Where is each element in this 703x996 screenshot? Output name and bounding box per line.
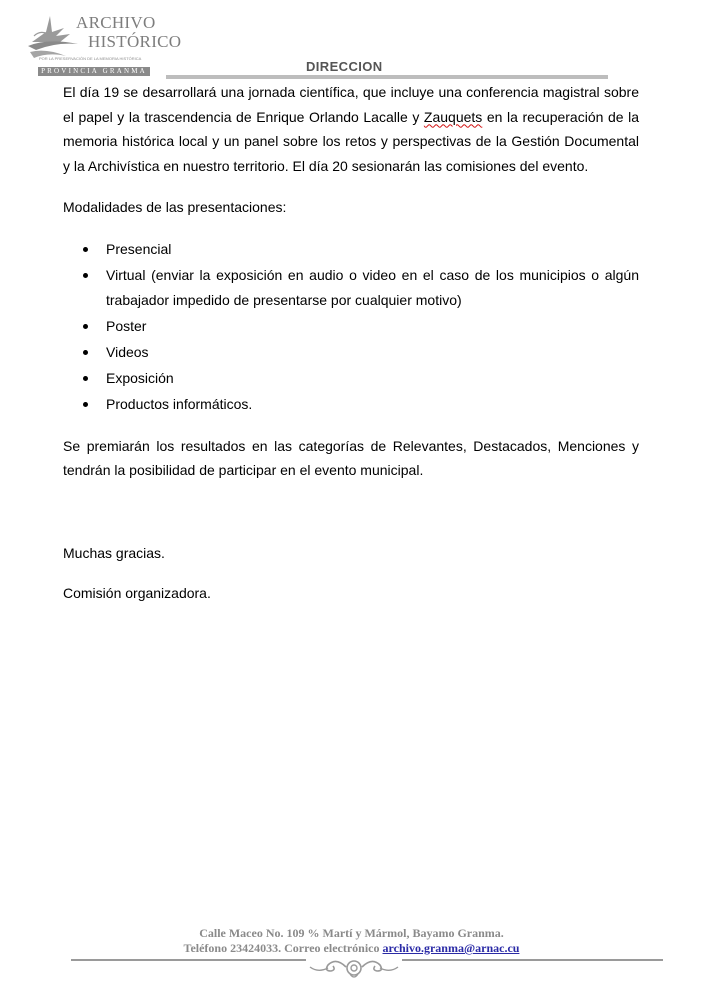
logo-province-band: PROVINCIA GRANMA: [38, 67, 150, 76]
thanks-line: Muchas gracias.: [63, 544, 165, 561]
list-item-text: Exposición: [106, 369, 174, 386]
scroll-ornament-icon: [306, 955, 402, 981]
bullet-icon: [83, 350, 88, 355]
list-item: [63, 314, 639, 339]
signature-line: Comisión organizadora.: [63, 585, 211, 602]
logo-title-line1: ARCHIVO: [76, 13, 156, 32]
intro-paragraph: [63, 80, 639, 178]
bullet-icon: [83, 247, 88, 252]
list-item: [63, 237, 639, 262]
intro-text-before: El día 19 se desarrollará una jornada científica, que incluye una conferencia magistral sobre el papel y la trascendencia de Enrique Orlando Lacalle y: [63, 84, 639, 125]
modalities-list: [63, 237, 639, 417]
email-link[interactable]: archivo.granma@arnac.cu: [382, 941, 520, 955]
document-body: [63, 80, 639, 606]
spellcheck-flagged-word: Zauquets: [423, 108, 483, 125]
footer-contact-text: Teléfono 23424033. Correo electrónico: [183, 941, 383, 955]
modalities-heading: Modalidades de las presentaciones:: [63, 199, 287, 216]
bullet-icon: [83, 402, 88, 407]
logo-title-line2: HISTÓRICO: [88, 32, 182, 51]
intro-text-after: en la recuperación de la memoria histórica local y un panel sobre los retos y perspectivas de la Gestión Documental y la Archivística en nuestro territorio. El día 20 sesionarán las comisiones del evento.: [63, 108, 640, 174]
header-rule: [166, 75, 608, 79]
department-title: DIRECCION: [306, 59, 383, 74]
prizes-paragraph: Se premiarán los resultados en las categorías de Relevantes, Destacados, Menciones y tendrán la posibilidad de participar en el evento municipal.: [63, 437, 639, 479]
list-item: [63, 392, 639, 417]
list-item-text: Virtual (enviar la exposición en audio o video en el caso de los municipios o algún trabajador impedido de presentarse por cualquier motivo): [106, 267, 639, 308]
letter-footer: [0, 926, 703, 956]
list-item: [63, 340, 639, 365]
list-item-text: Poster: [106, 317, 147, 334]
bullet-icon: [83, 376, 88, 381]
list-item-text: Productos informáticos.: [106, 396, 253, 413]
footer-contact: [0, 941, 703, 956]
archive-logo: [26, 12, 182, 78]
list-item: [63, 366, 639, 391]
bullet-icon: [83, 324, 88, 329]
list-item-text: Videos: [106, 343, 149, 360]
letterhead: [0, 0, 703, 82]
list-item-text: Presencial: [106, 240, 172, 257]
logo-tagline: POR LA PRESERVACIÓN DE LA MEMORIA HISTÓRICA: [39, 56, 142, 61]
list-item: [63, 263, 639, 312]
footer-address: Calle Maceo No. 109 % Martí y Mármol, Bayamo Granma.: [199, 926, 504, 940]
bullet-icon: [83, 273, 88, 278]
